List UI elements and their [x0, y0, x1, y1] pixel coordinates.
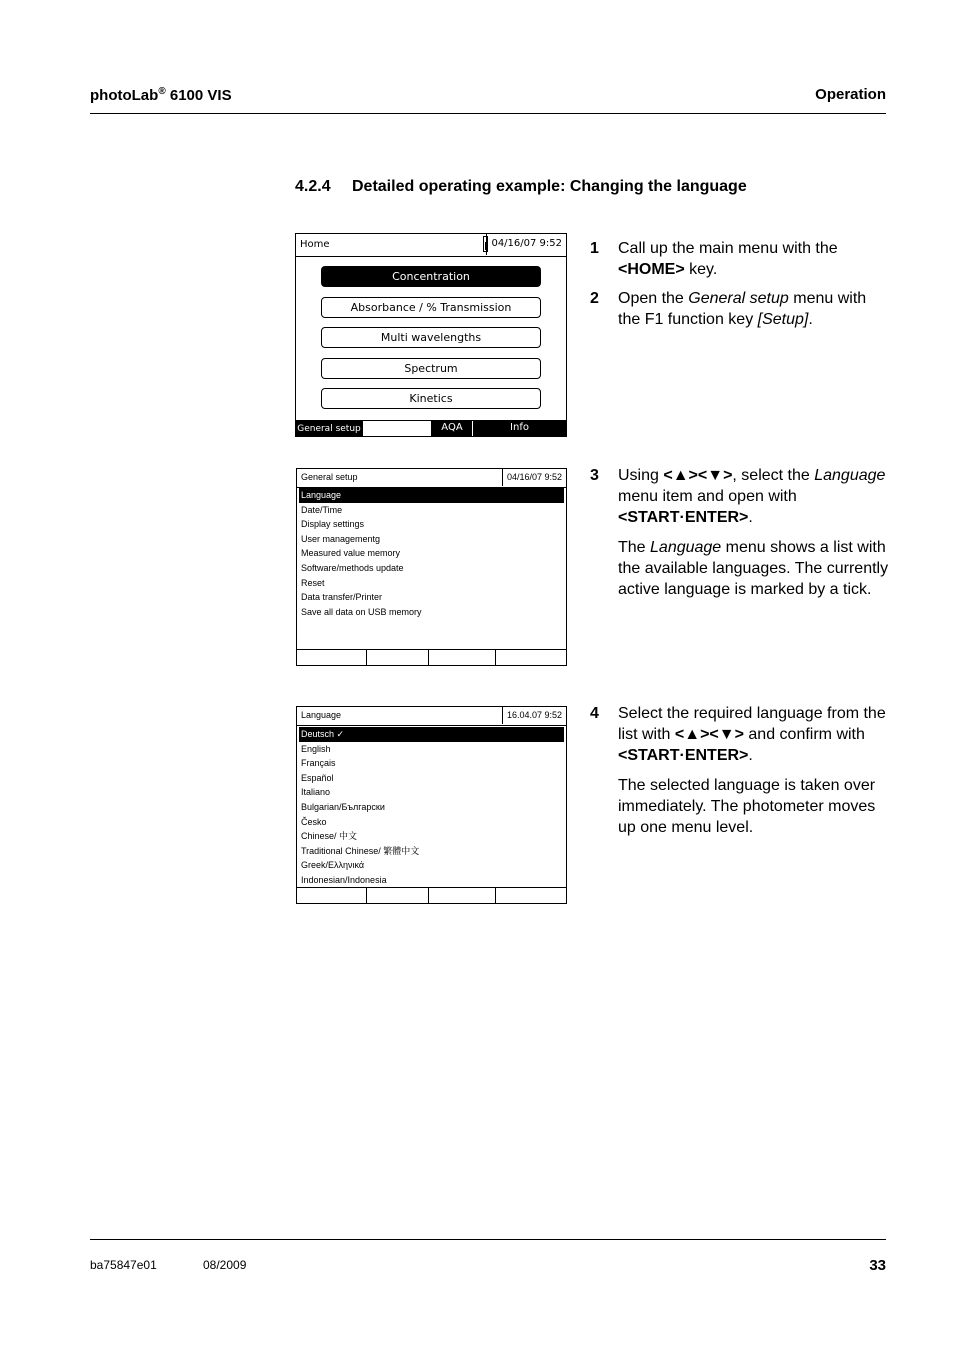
product-name: photoLab: [90, 87, 159, 104]
menu-item-name: Language: [814, 467, 886, 484]
home-softkey-bar: [296, 420, 566, 436]
setup-item-display[interactable]: Display settings: [301, 519, 365, 530]
registered-mark: ®: [158, 86, 166, 97]
menu-name: Language: [650, 539, 722, 556]
setup-softkey-bar: [297, 649, 566, 665]
step-3: [590, 465, 890, 609]
step-1: [590, 238, 890, 289]
setup-softkey-2[interactable]: [367, 650, 429, 665]
setup-softkey-4[interactable]: [496, 650, 566, 665]
text-run: menu item and open with: [618, 488, 797, 505]
menu-kinetics[interactable]: Kinetics: [321, 388, 541, 409]
page-number: 33: [869, 1257, 886, 1274]
setup-datetime: 04/16/07 9:52: [502, 469, 566, 486]
language-softkey-1[interactable]: [297, 888, 367, 903]
language-softkey-2[interactable]: [367, 888, 429, 903]
lang-item-english[interactable]: English: [301, 743, 331, 754]
language-datetime: 16.04.07 9:52: [502, 707, 566, 724]
general-setup-screen: [296, 468, 567, 666]
footer-divider: [90, 1239, 886, 1240]
language-screen: [296, 706, 567, 904]
step-number: 1: [590, 240, 599, 257]
step-3-note: [618, 537, 890, 600]
step-2-text: [618, 288, 890, 330]
step-4: [590, 703, 890, 847]
product-model: 6100 VIS: [165, 87, 232, 104]
home-datetime: 04/16/07 9:52: [486, 234, 566, 255]
header-section: Operation: [815, 86, 886, 103]
language-softkey-3[interactable]: [429, 888, 496, 903]
arrow-keys: <▲><▼>: [674, 726, 744, 743]
language-titlebar: [297, 707, 566, 726]
step-1-text: [618, 238, 890, 280]
language-softkey-4[interactable]: [496, 888, 566, 903]
menu-absorbance[interactable]: Absorbance / % Transmission: [321, 297, 541, 318]
setup-softkey-3[interactable]: [429, 650, 496, 665]
setup-item-update[interactable]: Software/methods update: [301, 562, 404, 573]
function-key-name: [Setup]: [757, 311, 809, 328]
text-run: menu shows a list with the available languages. The currently active language is marked by a tick.: [618, 539, 889, 598]
lang-item-indonesian[interactable]: Indonesian/Indonesia: [301, 874, 387, 885]
lang-item-chinese[interactable]: Chinese/ 中文: [301, 831, 358, 842]
lang-item-espanol[interactable]: Español: [301, 772, 334, 783]
text-run: Select the required language from the list with: [618, 705, 886, 743]
home-screen: [295, 233, 567, 437]
step-2: [590, 288, 890, 339]
key-name: <START·ENTER>: [618, 509, 749, 526]
softkey-label: General setup: [297, 424, 361, 434]
text-run: Call up the main menu with the: [618, 240, 838, 257]
setup-item-memory[interactable]: Measured value memory: [301, 548, 401, 559]
section-number: 4.2.4: [295, 178, 331, 195]
menu-name: General setup: [688, 290, 789, 307]
home-titlebar: [296, 234, 566, 257]
step-3-text: [618, 465, 890, 528]
setup-softkey-1[interactable]: [297, 650, 367, 665]
language-softkey-bar: [297, 887, 566, 903]
setup-item-user-management[interactable]: User managementg: [301, 533, 381, 544]
softkey-blank[interactable]: [363, 421, 432, 436]
setup-titlebar: [297, 469, 566, 488]
softkey-info[interactable]: [473, 421, 566, 436]
step-4-text: [618, 703, 890, 766]
header-divider: [90, 113, 886, 114]
language-list: [299, 727, 564, 888]
softkey-label: Info: [510, 422, 529, 433]
text-run: .: [748, 509, 753, 526]
text-run: .: [808, 311, 813, 328]
lang-item-italiano[interactable]: Italiano: [301, 787, 331, 798]
text-run: , select the: [732, 467, 815, 484]
home-title: Home: [300, 239, 330, 250]
footer-date: 08/2009: [203, 1258, 247, 1272]
key-name: <HOME>: [618, 261, 685, 278]
lang-item-cesko[interactable]: Česko: [301, 816, 327, 827]
step-number: 3: [590, 467, 599, 484]
text-run: key.: [684, 261, 718, 278]
softkey-label: AQA: [441, 422, 463, 433]
text-run: Open the: [618, 290, 689, 307]
step-number: 2: [590, 290, 599, 307]
section-title: Detailed operating example: Changing the language: [352, 178, 747, 195]
lang-item-bulgarian[interactable]: Bulgarian/Български: [301, 801, 385, 812]
step-4-note: The selected language is taken over immediately. The photometer moves up one menu level.: [618, 777, 876, 836]
setup-title: General setup: [301, 472, 358, 482]
lang-item-traditional-chinese[interactable]: Traditional Chinese/ 繁體中文: [301, 845, 420, 856]
text-run: Using: [618, 467, 664, 484]
language-title: Language: [301, 710, 342, 720]
text-run: .: [748, 747, 753, 764]
footer-doc-id: ba75847e01: [90, 1258, 157, 1272]
setup-item-data-transfer[interactable]: Data transfer/Printer: [301, 592, 383, 603]
setup-item-reset[interactable]: Reset: [301, 577, 325, 588]
softkey-aqa[interactable]: [432, 421, 473, 436]
menu-spectrum[interactable]: Spectrum: [321, 358, 541, 379]
menu-multi-wavelengths[interactable]: Multi wavelengths: [321, 327, 541, 348]
step-number: 4: [590, 705, 599, 722]
lang-item-francais[interactable]: Français: [301, 758, 336, 769]
text-run: and confirm with: [743, 726, 865, 743]
arrow-keys: <▲><▼>: [663, 467, 733, 484]
softkey-general-setup[interactable]: [296, 421, 363, 436]
setup-menu-list: [299, 488, 564, 619]
text-run: The: [618, 539, 651, 556]
setup-item-datetime[interactable]: Date/Time: [301, 504, 343, 515]
text-run: menu with the F1 function key: [618, 290, 867, 328]
section-heading: [295, 178, 747, 196]
key-name: <START·ENTER>: [618, 747, 749, 764]
menu-concentration[interactable]: Concentration: [321, 266, 541, 287]
lang-item-deutsch[interactable]: Deutsch ✓: [299, 727, 564, 742]
setup-item-save-usb[interactable]: Save all data on USB memory: [301, 606, 422, 617]
lang-item-greek[interactable]: Greek/Ελληνικά: [301, 860, 365, 871]
header-product: [90, 86, 232, 104]
setup-item-language[interactable]: Language: [299, 488, 564, 503]
